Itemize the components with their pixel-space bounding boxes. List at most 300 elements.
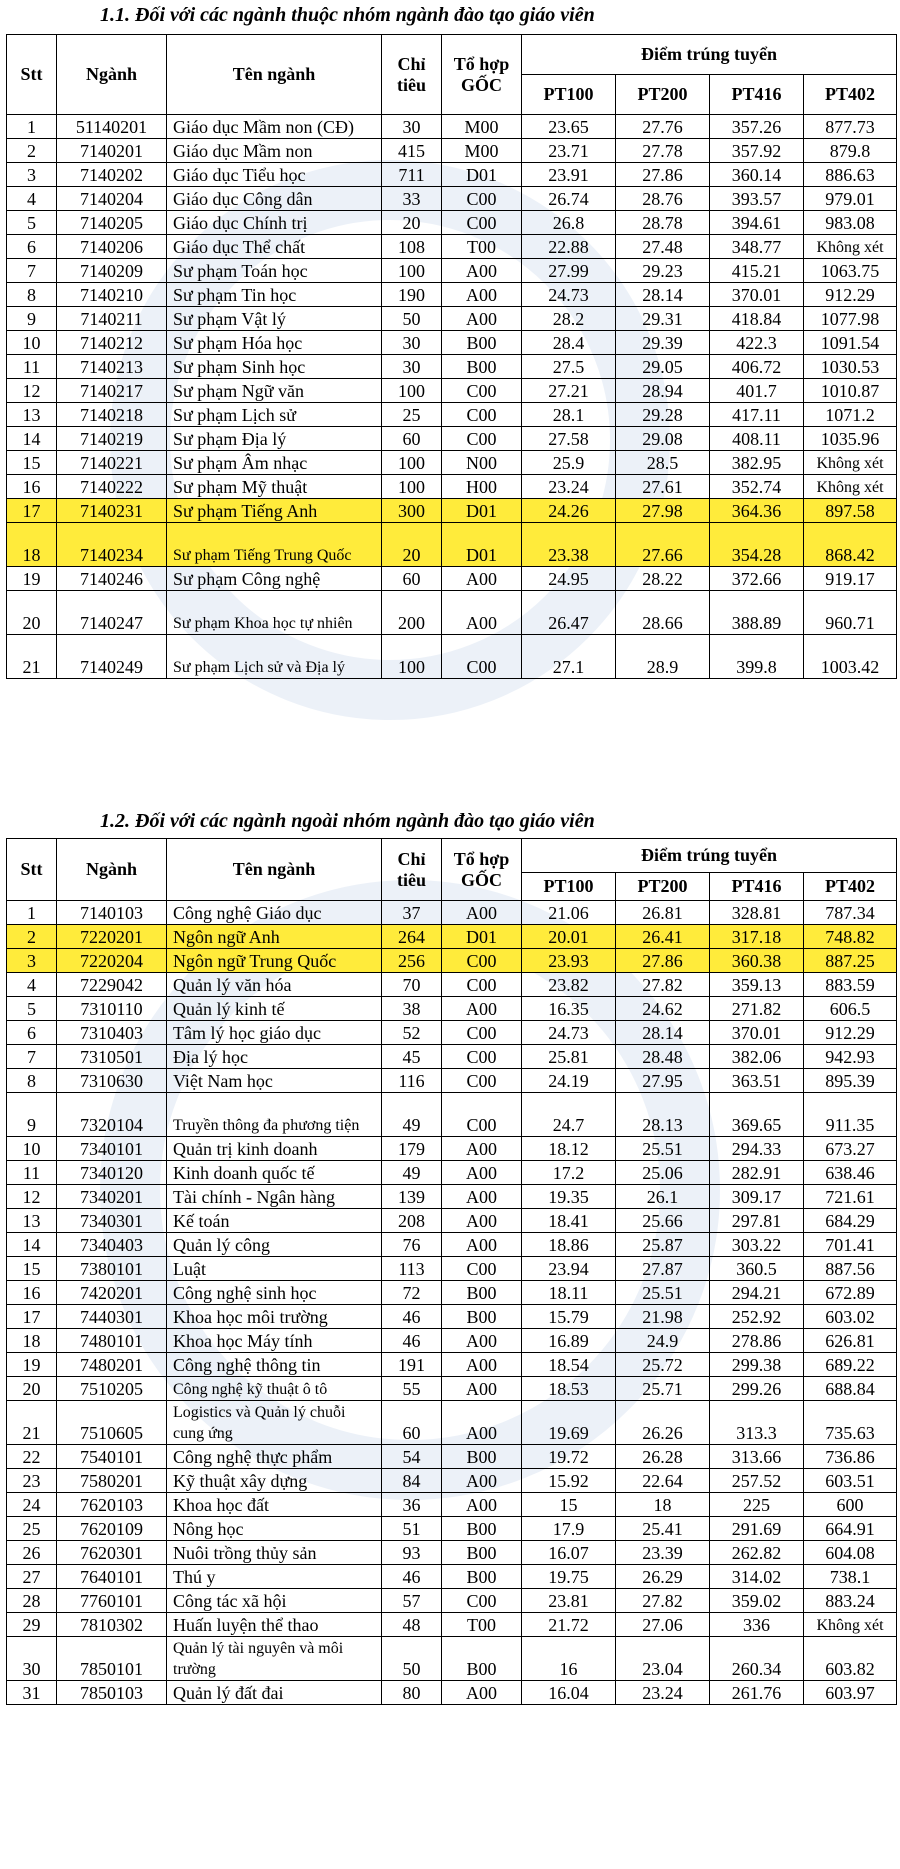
cell-pt100: 23.81 bbox=[522, 1589, 616, 1613]
cell-name: Giáo dục Mầm non bbox=[167, 139, 382, 163]
cell-code: 7340201 bbox=[57, 1185, 167, 1209]
cell-quota: 113 bbox=[382, 1257, 442, 1281]
cell-pt200: 27.86 bbox=[616, 949, 710, 973]
cell-pt200: 28.76 bbox=[616, 187, 710, 211]
cell-pt402: 897.58 bbox=[804, 499, 897, 523]
cell-pt402: 1010.87 bbox=[804, 379, 897, 403]
cell-stt: 15 bbox=[7, 451, 57, 475]
cell-name: Sư phạm Hóa học bbox=[167, 331, 382, 355]
cell-pt100: 28.2 bbox=[522, 307, 616, 331]
cell-pt416: 382.95 bbox=[710, 451, 804, 475]
admission-scores-table-other bbox=[6, 838, 897, 1705]
cell-pt416: 278.86 bbox=[710, 1329, 804, 1353]
cell-name: Khoa học đất bbox=[167, 1493, 382, 1517]
cell-pt402: 787.34 bbox=[804, 901, 897, 925]
cell-pt402: 1063.75 bbox=[804, 259, 897, 283]
cell-pt402: 684.29 bbox=[804, 1209, 897, 1233]
cell-name: Huấn luyện thể thao bbox=[167, 1613, 382, 1637]
cell-pt416: 357.92 bbox=[710, 139, 804, 163]
cell-name: Sư phạm Mỹ thuật bbox=[167, 475, 382, 499]
cell-quota: 46 bbox=[382, 1305, 442, 1329]
cell-stt: 18 bbox=[7, 1329, 57, 1353]
cell-pt416: 370.01 bbox=[710, 283, 804, 307]
cell-pt402: 919.17 bbox=[804, 567, 897, 591]
table-row bbox=[7, 163, 897, 187]
cell-pt100: 27.99 bbox=[522, 259, 616, 283]
cell-quota: 300 bbox=[382, 499, 442, 523]
cell-combo: M00 bbox=[442, 139, 522, 163]
cell-pt200: 26.81 bbox=[616, 901, 710, 925]
cell-stt: 25 bbox=[7, 1517, 57, 1541]
cell-pt402: 603.02 bbox=[804, 1305, 897, 1329]
cell-name: Nuôi trồng thủy sản bbox=[167, 1541, 382, 1565]
table-row bbox=[7, 523, 897, 567]
cell-pt100: 26.47 bbox=[522, 591, 616, 635]
cell-name: Khoa học môi trường bbox=[167, 1305, 382, 1329]
header-diem-trung-tuyen: Điểm trúng tuyển bbox=[522, 35, 897, 75]
cell-quota: 191 bbox=[382, 1353, 442, 1377]
cell-code: 7540101 bbox=[57, 1445, 167, 1469]
cell-pt416: 299.38 bbox=[710, 1353, 804, 1377]
cell-pt416: 328.81 bbox=[710, 901, 804, 925]
cell-quota: 100 bbox=[382, 451, 442, 475]
header-pt416: PT416 bbox=[710, 75, 804, 115]
table-row bbox=[7, 259, 897, 283]
cell-name: Sư phạm Âm nhạc bbox=[167, 451, 382, 475]
cell-pt200: 27.61 bbox=[616, 475, 710, 499]
cell-code: 7140202 bbox=[57, 163, 167, 187]
cell-quota: 51 bbox=[382, 1517, 442, 1541]
cell-combo: D01 bbox=[442, 523, 522, 567]
cell-combo: D01 bbox=[442, 163, 522, 187]
cell-code: 7140231 bbox=[57, 499, 167, 523]
cell-code: 7140205 bbox=[57, 211, 167, 235]
cell-pt416: 260.34 bbox=[710, 1637, 804, 1681]
table-row bbox=[7, 1637, 897, 1681]
cell-stt: 7 bbox=[7, 259, 57, 283]
cell-stt: 20 bbox=[7, 591, 57, 635]
cell-combo: A00 bbox=[442, 259, 522, 283]
cell-pt200: 27.87 bbox=[616, 1257, 710, 1281]
table-row bbox=[7, 451, 897, 475]
cell-quota: 139 bbox=[382, 1185, 442, 1209]
cell-quota: 93 bbox=[382, 1541, 442, 1565]
cell-quota: 36 bbox=[382, 1493, 442, 1517]
cell-pt100: 16.35 bbox=[522, 997, 616, 1021]
cell-stt: 10 bbox=[7, 1137, 57, 1161]
cell-pt402: 689.22 bbox=[804, 1353, 897, 1377]
cell-quota: 25 bbox=[382, 403, 442, 427]
cell-pt100: 19.75 bbox=[522, 1565, 616, 1589]
cell-pt200: 28.13 bbox=[616, 1093, 710, 1137]
cell-pt402: 883.59 bbox=[804, 973, 897, 997]
cell-combo: C00 bbox=[442, 1589, 522, 1613]
cell-stt: 13 bbox=[7, 1209, 57, 1233]
cell-name: Sư phạm Toán học bbox=[167, 259, 382, 283]
cell-combo: C00 bbox=[442, 1045, 522, 1069]
cell-pt416: 262.82 bbox=[710, 1541, 804, 1565]
cell-name: Sư phạm Sinh học bbox=[167, 355, 382, 379]
cell-stt: 6 bbox=[7, 1021, 57, 1045]
table-row bbox=[7, 475, 897, 499]
cell-pt402: 672.89 bbox=[804, 1281, 897, 1305]
cell-code: 7140211 bbox=[57, 307, 167, 331]
cell-code: 51140201 bbox=[57, 115, 167, 139]
cell-name: Việt Nam học bbox=[167, 1069, 382, 1093]
cell-combo: B00 bbox=[442, 355, 522, 379]
cell-quota: 179 bbox=[382, 1137, 442, 1161]
table-row bbox=[7, 1281, 897, 1305]
cell-pt100: 24.19 bbox=[522, 1069, 616, 1093]
cell-pt200: 28.14 bbox=[616, 1021, 710, 1045]
cell-combo: A00 bbox=[442, 1329, 522, 1353]
cell-pt200: 27.82 bbox=[616, 973, 710, 997]
cell-pt100: 26.74 bbox=[522, 187, 616, 211]
cell-pt416: 388.89 bbox=[710, 591, 804, 635]
cell-stt: 7 bbox=[7, 1045, 57, 1069]
header-pt416: PT416 bbox=[710, 873, 804, 901]
cell-pt402: 603.51 bbox=[804, 1469, 897, 1493]
cell-code: 7340120 bbox=[57, 1161, 167, 1185]
cell-code: 7480201 bbox=[57, 1353, 167, 1377]
cell-pt402: 600 bbox=[804, 1493, 897, 1517]
cell-code: 7140217 bbox=[57, 379, 167, 403]
cell-quota: 264 bbox=[382, 925, 442, 949]
cell-pt100: 15.92 bbox=[522, 1469, 616, 1493]
cell-quota: 415 bbox=[382, 139, 442, 163]
cell-stt: 11 bbox=[7, 355, 57, 379]
cell-stt: 8 bbox=[7, 283, 57, 307]
header-pt100: PT100 bbox=[522, 873, 616, 901]
cell-combo: A00 bbox=[442, 567, 522, 591]
table-row bbox=[7, 235, 897, 259]
cell-name: Công nghệ kỹ thuật ô tô bbox=[167, 1377, 382, 1401]
cell-stt: 13 bbox=[7, 403, 57, 427]
cell-code: 7140219 bbox=[57, 427, 167, 451]
cell-pt100: 23.82 bbox=[522, 973, 616, 997]
cell-pt200: 29.31 bbox=[616, 307, 710, 331]
cell-pt100: 27.1 bbox=[522, 635, 616, 679]
cell-pt100: 27.21 bbox=[522, 379, 616, 403]
cell-quota: 46 bbox=[382, 1565, 442, 1589]
cell-code: 7140204 bbox=[57, 187, 167, 211]
table-row bbox=[7, 187, 897, 211]
cell-name: Truyền thông đa phương tiện bbox=[167, 1093, 382, 1137]
cell-pt416: 359.13 bbox=[710, 973, 804, 997]
table-row bbox=[7, 1445, 897, 1469]
cell-stt: 12 bbox=[7, 1185, 57, 1209]
cell-pt402: 877.73 bbox=[804, 115, 897, 139]
cell-name: Kỹ thuật xây dựng bbox=[167, 1469, 382, 1493]
cell-pt416: 415.21 bbox=[710, 259, 804, 283]
cell-name: Quản lý tài nguyên và môi trường bbox=[167, 1637, 382, 1681]
cell-pt416: 261.76 bbox=[710, 1681, 804, 1705]
cell-code: 7220201 bbox=[57, 925, 167, 949]
cell-quota: 48 bbox=[382, 1613, 442, 1637]
cell-stt: 8 bbox=[7, 1069, 57, 1093]
table-row bbox=[7, 283, 897, 307]
cell-code: 7220204 bbox=[57, 949, 167, 973]
cell-code: 7140206 bbox=[57, 235, 167, 259]
cell-pt100: 21.06 bbox=[522, 901, 616, 925]
cell-pt402: 673.27 bbox=[804, 1137, 897, 1161]
cell-name: Sư phạm Khoa học tự nhiên bbox=[167, 591, 382, 635]
cell-quota: 54 bbox=[382, 1445, 442, 1469]
cell-pt416: 314.02 bbox=[710, 1565, 804, 1589]
cell-quota: 256 bbox=[382, 949, 442, 973]
table-row bbox=[7, 355, 897, 379]
cell-code: 7140222 bbox=[57, 475, 167, 499]
cell-pt100: 22.88 bbox=[522, 235, 616, 259]
cell-pt200: 27.98 bbox=[616, 499, 710, 523]
cell-pt402: 912.29 bbox=[804, 283, 897, 307]
cell-pt100: 15 bbox=[522, 1493, 616, 1517]
cell-pt416: 417.11 bbox=[710, 403, 804, 427]
cell-quota: 72 bbox=[382, 1281, 442, 1305]
cell-pt402: 879.8 bbox=[804, 139, 897, 163]
cell-pt200: 29.08 bbox=[616, 427, 710, 451]
cell-quota: 100 bbox=[382, 379, 442, 403]
header-chi-tieu: Chỉ tiêu bbox=[382, 35, 442, 115]
cell-pt402: 883.24 bbox=[804, 1589, 897, 1613]
cell-pt100: 24.73 bbox=[522, 1021, 616, 1045]
cell-code: 7140212 bbox=[57, 331, 167, 355]
cell-pt100: 18.12 bbox=[522, 1137, 616, 1161]
cell-pt200: 25.72 bbox=[616, 1353, 710, 1377]
cell-quota: 50 bbox=[382, 307, 442, 331]
cell-pt402: 1030.53 bbox=[804, 355, 897, 379]
cell-pt200: 28.48 bbox=[616, 1045, 710, 1069]
cell-pt416: 372.66 bbox=[710, 567, 804, 591]
cell-name: Công nghệ thông tin bbox=[167, 1353, 382, 1377]
cell-pt100: 16.04 bbox=[522, 1681, 616, 1705]
table-row bbox=[7, 949, 897, 973]
table-row bbox=[7, 1185, 897, 1209]
cell-pt200: 26.1 bbox=[616, 1185, 710, 1209]
cell-name: Giáo dục Thể chất bbox=[167, 235, 382, 259]
cell-pt100: 23.24 bbox=[522, 475, 616, 499]
table-row bbox=[7, 379, 897, 403]
cell-combo: B00 bbox=[442, 1541, 522, 1565]
cell-combo: A00 bbox=[442, 1401, 522, 1445]
cell-stt: 3 bbox=[7, 163, 57, 187]
cell-code: 7229042 bbox=[57, 973, 167, 997]
cell-pt402: Không xét bbox=[804, 1613, 897, 1637]
cell-combo: C00 bbox=[442, 427, 522, 451]
cell-name: Sư phạm Lịch sử bbox=[167, 403, 382, 427]
cell-pt200: 27.48 bbox=[616, 235, 710, 259]
cell-combo: B00 bbox=[442, 1517, 522, 1541]
cell-pt200: 27.66 bbox=[616, 523, 710, 567]
cell-code: 7140234 bbox=[57, 523, 167, 567]
cell-pt100: 28.4 bbox=[522, 331, 616, 355]
cell-pt100: 25.81 bbox=[522, 1045, 616, 1069]
cell-pt416: 422.3 bbox=[710, 331, 804, 355]
cell-stt: 11 bbox=[7, 1161, 57, 1185]
cell-name: Tài chính - Ngân hàng bbox=[167, 1185, 382, 1209]
header-ten-nganh: Tên ngành bbox=[167, 35, 382, 115]
cell-pt100: 18.53 bbox=[522, 1377, 616, 1401]
cell-pt416: 364.36 bbox=[710, 499, 804, 523]
cell-pt100: 18.41 bbox=[522, 1209, 616, 1233]
cell-name: Sư phạm Lịch sử và Địa lý bbox=[167, 635, 382, 679]
cell-combo: A00 bbox=[442, 1137, 522, 1161]
cell-pt416: 252.92 bbox=[710, 1305, 804, 1329]
table-row bbox=[7, 1589, 897, 1613]
cell-code: 7810302 bbox=[57, 1613, 167, 1637]
cell-code: 7620109 bbox=[57, 1517, 167, 1541]
cell-pt200: 26.28 bbox=[616, 1445, 710, 1469]
cell-pt200: 22.64 bbox=[616, 1469, 710, 1493]
cell-stt: 26 bbox=[7, 1541, 57, 1565]
cell-pt200: 25.41 bbox=[616, 1517, 710, 1541]
cell-stt: 1 bbox=[7, 115, 57, 139]
header-to-hop: Tổ hợp GỐC bbox=[442, 839, 522, 901]
cell-stt: 28 bbox=[7, 1589, 57, 1613]
cell-pt402: 979.01 bbox=[804, 187, 897, 211]
cell-combo: B00 bbox=[442, 1281, 522, 1305]
cell-pt100: 27.58 bbox=[522, 427, 616, 451]
cell-pt200: 27.82 bbox=[616, 1589, 710, 1613]
cell-stt: 14 bbox=[7, 1233, 57, 1257]
cell-name: Quản lý văn hóa bbox=[167, 973, 382, 997]
cell-combo: C00 bbox=[442, 1093, 522, 1137]
cell-stt: 4 bbox=[7, 187, 57, 211]
cell-code: 7140201 bbox=[57, 139, 167, 163]
cell-pt100: 16.07 bbox=[522, 1541, 616, 1565]
table-row bbox=[7, 1161, 897, 1185]
cell-stt: 24 bbox=[7, 1493, 57, 1517]
table-row bbox=[7, 1517, 897, 1541]
table-row bbox=[7, 139, 897, 163]
table-row bbox=[7, 1613, 897, 1637]
cell-pt100: 23.38 bbox=[522, 523, 616, 567]
cell-stt: 9 bbox=[7, 307, 57, 331]
cell-pt416: 309.17 bbox=[710, 1185, 804, 1209]
cell-stt: 17 bbox=[7, 499, 57, 523]
cell-pt200: 28.9 bbox=[616, 635, 710, 679]
cell-stt: 4 bbox=[7, 973, 57, 997]
cell-stt: 31 bbox=[7, 1681, 57, 1705]
cell-stt: 19 bbox=[7, 567, 57, 591]
cell-quota: 49 bbox=[382, 1161, 442, 1185]
cell-pt200: 27.95 bbox=[616, 1069, 710, 1093]
cell-pt416: 408.11 bbox=[710, 427, 804, 451]
cell-combo: A00 bbox=[442, 1209, 522, 1233]
header-pt402: PT402 bbox=[804, 873, 897, 901]
cell-quota: 37 bbox=[382, 901, 442, 925]
cell-quota: 208 bbox=[382, 1209, 442, 1233]
table-row bbox=[7, 1021, 897, 1045]
cell-name: Kinh doanh quốc tế bbox=[167, 1161, 382, 1185]
table-row bbox=[7, 1137, 897, 1161]
header-diem-trung-tuyen: Điểm trúng tuyển bbox=[522, 839, 897, 873]
cell-pt200: 25.51 bbox=[616, 1281, 710, 1305]
cell-combo: A00 bbox=[442, 1161, 522, 1185]
cell-combo: D01 bbox=[442, 925, 522, 949]
cell-quota: 30 bbox=[382, 115, 442, 139]
table-row bbox=[7, 973, 897, 997]
cell-pt100: 19.35 bbox=[522, 1185, 616, 1209]
cell-pt402: 1003.42 bbox=[804, 635, 897, 679]
cell-code: 7420201 bbox=[57, 1281, 167, 1305]
cell-combo: M00 bbox=[442, 115, 522, 139]
cell-stt: 3 bbox=[7, 949, 57, 973]
cell-code: 7140249 bbox=[57, 635, 167, 679]
cell-pt416: 352.74 bbox=[710, 475, 804, 499]
cell-pt416: 271.82 bbox=[710, 997, 804, 1021]
cell-pt100: 24.7 bbox=[522, 1093, 616, 1137]
cell-combo: A00 bbox=[442, 307, 522, 331]
cell-combo: B00 bbox=[442, 1445, 522, 1469]
cell-code: 7140221 bbox=[57, 451, 167, 475]
cell-pt100: 17.2 bbox=[522, 1161, 616, 1185]
cell-pt416: 394.61 bbox=[710, 211, 804, 235]
cell-pt402: 911.35 bbox=[804, 1093, 897, 1137]
table-row bbox=[7, 1329, 897, 1353]
cell-pt416: 291.69 bbox=[710, 1517, 804, 1541]
cell-pt416: 225 bbox=[710, 1493, 804, 1517]
cell-code: 7640101 bbox=[57, 1565, 167, 1589]
cell-code: 7140246 bbox=[57, 567, 167, 591]
cell-combo: C00 bbox=[442, 1069, 522, 1093]
header-chi-tieu: Chỉ tiêu bbox=[382, 839, 442, 901]
table-row bbox=[7, 925, 897, 949]
cell-pt402: 701.41 bbox=[804, 1233, 897, 1257]
table-row bbox=[7, 567, 897, 591]
table-row bbox=[7, 901, 897, 925]
section-title: 1.1. Đối với các ngành thuộc nhóm ngành đào tạo giáo viên bbox=[100, 4, 595, 26]
cell-code: 7760101 bbox=[57, 1589, 167, 1613]
cell-quota: 49 bbox=[382, 1093, 442, 1137]
cell-stt: 19 bbox=[7, 1353, 57, 1377]
cell-pt416: 363.51 bbox=[710, 1069, 804, 1093]
cell-code: 7480101 bbox=[57, 1329, 167, 1353]
cell-pt416: 294.21 bbox=[710, 1281, 804, 1305]
cell-pt402: Không xét bbox=[804, 475, 897, 499]
cell-pt402: 960.71 bbox=[804, 591, 897, 635]
cell-pt402: 912.29 bbox=[804, 1021, 897, 1045]
cell-pt416: 357.26 bbox=[710, 115, 804, 139]
cell-pt100: 26.8 bbox=[522, 211, 616, 235]
table-row bbox=[7, 1257, 897, 1281]
cell-combo: B00 bbox=[442, 1637, 522, 1681]
cell-name: Sư phạm Tin học bbox=[167, 283, 382, 307]
cell-pt200: 28.14 bbox=[616, 283, 710, 307]
cell-code: 7340403 bbox=[57, 1233, 167, 1257]
table-row bbox=[7, 331, 897, 355]
cell-combo: N00 bbox=[442, 451, 522, 475]
cell-code: 7380101 bbox=[57, 1257, 167, 1281]
cell-pt402: 1091.54 bbox=[804, 331, 897, 355]
cell-stt: 27 bbox=[7, 1565, 57, 1589]
cell-code: 7310110 bbox=[57, 997, 167, 1021]
cell-pt416: 382.06 bbox=[710, 1045, 804, 1069]
cell-pt100: 24.73 bbox=[522, 283, 616, 307]
cell-pt416: 257.52 bbox=[710, 1469, 804, 1493]
cell-combo: C00 bbox=[442, 379, 522, 403]
cell-pt416: 297.81 bbox=[710, 1209, 804, 1233]
cell-combo: A00 bbox=[442, 1233, 522, 1257]
cell-stt: 2 bbox=[7, 925, 57, 949]
cell-pt200: 27.06 bbox=[616, 1613, 710, 1637]
cell-code: 7140210 bbox=[57, 283, 167, 307]
cell-combo: A00 bbox=[442, 1185, 522, 1209]
cell-combo: C00 bbox=[442, 403, 522, 427]
cell-pt416: 418.84 bbox=[710, 307, 804, 331]
cell-pt402: 983.08 bbox=[804, 211, 897, 235]
cell-pt200: 29.23 bbox=[616, 259, 710, 283]
